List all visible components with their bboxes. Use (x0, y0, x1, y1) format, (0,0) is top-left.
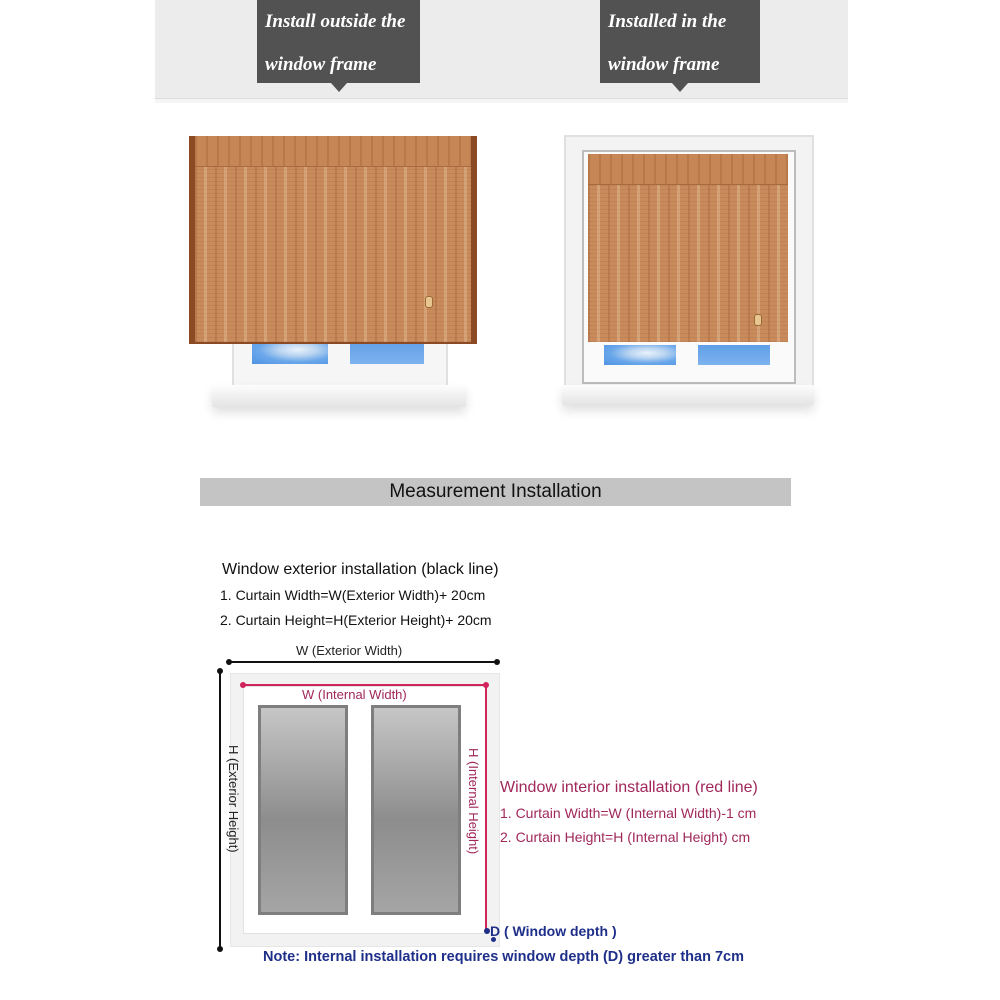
exterior-installation-title: Window exterior installation (black line) (222, 561, 499, 578)
callout-inside-frame (600, 0, 760, 83)
blind-valance (195, 136, 471, 167)
window-glass (604, 345, 676, 365)
callout-inside-line2: window frame (608, 54, 720, 75)
banner-divider (155, 98, 848, 103)
window-glass (698, 345, 770, 365)
window-pane-left (258, 705, 348, 915)
blind-valance (588, 154, 788, 185)
measurement-heading: Measurement Installation (200, 478, 791, 506)
exterior-height-label: H (Exterior Height) (226, 745, 241, 853)
pull-cord-icon (425, 296, 433, 308)
internal-height-line (485, 685, 487, 930)
window-sill (562, 385, 814, 405)
line-endpoint (217, 946, 223, 952)
internal-height-label: H (Internal Height) (466, 748, 481, 855)
exterior-height-formula: 2. Curtain Height=H(Exterior Height)+ 20cm (220, 612, 492, 628)
exterior-width-formula: 1. Curtain Width=W(Exterior Width)+ 20cm (220, 587, 486, 603)
callout-outside-line2: window frame (265, 54, 377, 75)
window-pane-right (371, 705, 461, 915)
window-depth-label: D ( Window depth ) (490, 923, 617, 939)
blind-inside-frame-image (540, 120, 840, 450)
pull-cord-icon (754, 314, 762, 326)
exterior-width-label: W (Exterior Width) (296, 643, 403, 658)
line-endpoint (240, 682, 246, 688)
callout-outside-frame (257, 0, 420, 83)
window-sill (212, 385, 466, 407)
interior-width-formula: 1. Curtain Width=W (Internal Width)-1 cm (500, 805, 757, 821)
interior-installation-title: Window interior installation (red line) (500, 779, 758, 796)
depth-note: Note: Internal installation requires window depth (D) greater than 7cm (263, 949, 744, 965)
line-endpoint (217, 668, 223, 674)
exterior-width-line (229, 661, 497, 663)
blind-outside-frame-image (180, 120, 500, 450)
exterior-height-line (219, 670, 221, 948)
callout-outside-line1: Install outside the (265, 11, 406, 32)
line-endpoint (226, 659, 232, 665)
interior-height-formula: 2. Curtain Height=H (Internal Height) cm (500, 829, 751, 845)
internal-width-line (243, 684, 486, 686)
internal-width-label: W (Internal Width) (302, 687, 407, 702)
callout-inside-line1: Installed in the (608, 11, 727, 32)
line-endpoint (494, 659, 500, 665)
